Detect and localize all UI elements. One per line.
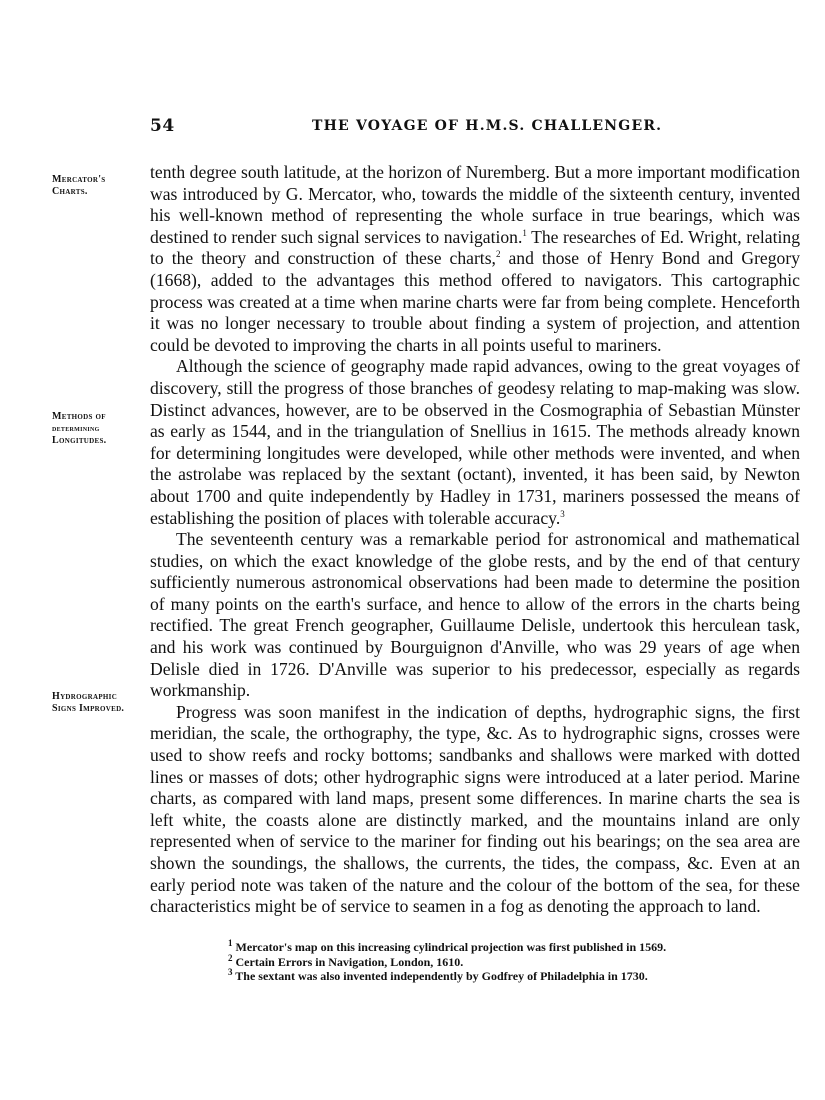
footnote-text: Mercator's map on this increasing cylindrical projection was first published in 1569.: [235, 940, 667, 954]
sidenote-mercators-charts: [52, 174, 144, 198]
footnotes: [228, 940, 748, 984]
footnote-text: Certain Errors in Navigation, London, 1610.: [235, 954, 464, 969]
page-header: [150, 116, 800, 140]
sidenote-line: Hydrographic: [52, 691, 118, 702]
footnote-3: [228, 969, 748, 984]
footnote-text: The sextant was also invented independently by Godfrey of Philadelphia in 1730.: [235, 969, 648, 983]
body-text: [150, 162, 800, 918]
sidenote-line: determining: [52, 424, 100, 433]
sidenote-methods-of-determining-longitudes: [52, 411, 144, 447]
footnote-ref: 1: [522, 227, 527, 238]
paragraph-seventeenth-century: [150, 529, 800, 702]
page-number: 54: [150, 116, 175, 136]
text-segment: The researches of Ed. Wright, relating to the theory and construction of these charts,: [150, 226, 800, 269]
paragraph-mercator: [150, 162, 800, 356]
sidenote-line: Charts.: [52, 186, 88, 197]
text-segment: tenth degree south latitude, at the horizon of Nuremberg. But a more important modification was introduced by G. Mercator, who, towards the middle of the sixteenth century, invented his well-known method of representing the whole surface in true bearings, which was destined to render such signal services to navigation.: [150, 162, 800, 247]
text-segment: Progress was soon manifest in the indication of depths, hydrographic signs, the first meridian, the scale, the orthography, the type, &c. As to hydrographic signs, crosses were used to show reefs and rocky bottoms; sandbanks and shallows were marked with dotted lines or masses of dots; other hydrographic signs were introduced at a later period. Marine charts, as compared with land maps, present some differences. In marine charts the sea is left white, the coasts alone are distinctly marked, and the mountains inland are only represented when of service to the mariner for finding out his bearings; on the sea area are shown the soundings, the shallows, the currents, the tides, the compass, &c. Even at an early period note was taken of the nature and the colour of the bottom of the sea, for these characteristics might be of service to seamen in a fog as denoting the approach to land.: [150, 701, 800, 917]
footnote-1: [228, 940, 748, 955]
footnote-mark: 3: [228, 967, 233, 977]
footnote-ref: 3: [560, 508, 565, 519]
footnote-2: [228, 952, 748, 970]
footnote-mark: 1: [228, 938, 233, 948]
footnote-mark: 2: [228, 952, 233, 963]
sidenote-hydrographic-signs-improved: [52, 691, 144, 715]
paragraph-hydrographic-signs: [150, 702, 800, 918]
sidenote-line: Methods of: [52, 411, 106, 422]
sidenote-line: Signs Improved.: [52, 703, 125, 714]
sidenote-line: Longitudes.: [52, 435, 107, 446]
text-segment: The seventeenth century was a remarkable period for astronomical and mathematical studies, on which the exact knowledge of the globe rests, and by the end of that century sufficiently numerous astronomical observations had been made to determine the position of many points on the earth's surface, and hence to allow of the errors in the charts being rectified. The great French geographer, Guillaume Delisle, undertook this herculean task, and his work was continued by Bourguignon d'Anville, who was 29 years of age when Delisle died in 1726. D'Anville was superior to his predecessor, especially as regards workmanship.: [150, 529, 800, 701]
text-segment: and those of Henry Bond and Gregory (1668), added to the advantages this method offered to navigators. This cartographic process was created at a time when marine charts were far from being complete. Henceforth it was no longer necessary to trouble about finding a system of projection, and attention could be devoted to improving the charts in all points useful to mariners.: [150, 248, 800, 355]
text-segment: Although the science of geography made rapid advances, owing to the great voyages of discovery, still the progress of those branches of geodesy relating to map-making was slow. Distinct advances, however, are to be observed in the Cosmographia of Sebastian Münster as early as 1544, and in the triangulation of Snellius in 1615. The methods already known for determining longitudes were developed, while other methods were invented, and when the astrolabe was replaced by the sextant (octant), invented, it has been said, by Newton about 1700 and quite independently by Hadley in 1731, mariners possessed the means of establishing the position of places with tolerable accuracy.: [150, 356, 800, 528]
sidenote-line: Mercator's: [52, 174, 106, 185]
running-title: THE VOYAGE OF H.M.S. CHALLENGER.: [312, 118, 663, 134]
footnote-ref: 2: [495, 249, 501, 260]
paragraph-geodesy: [150, 356, 800, 529]
